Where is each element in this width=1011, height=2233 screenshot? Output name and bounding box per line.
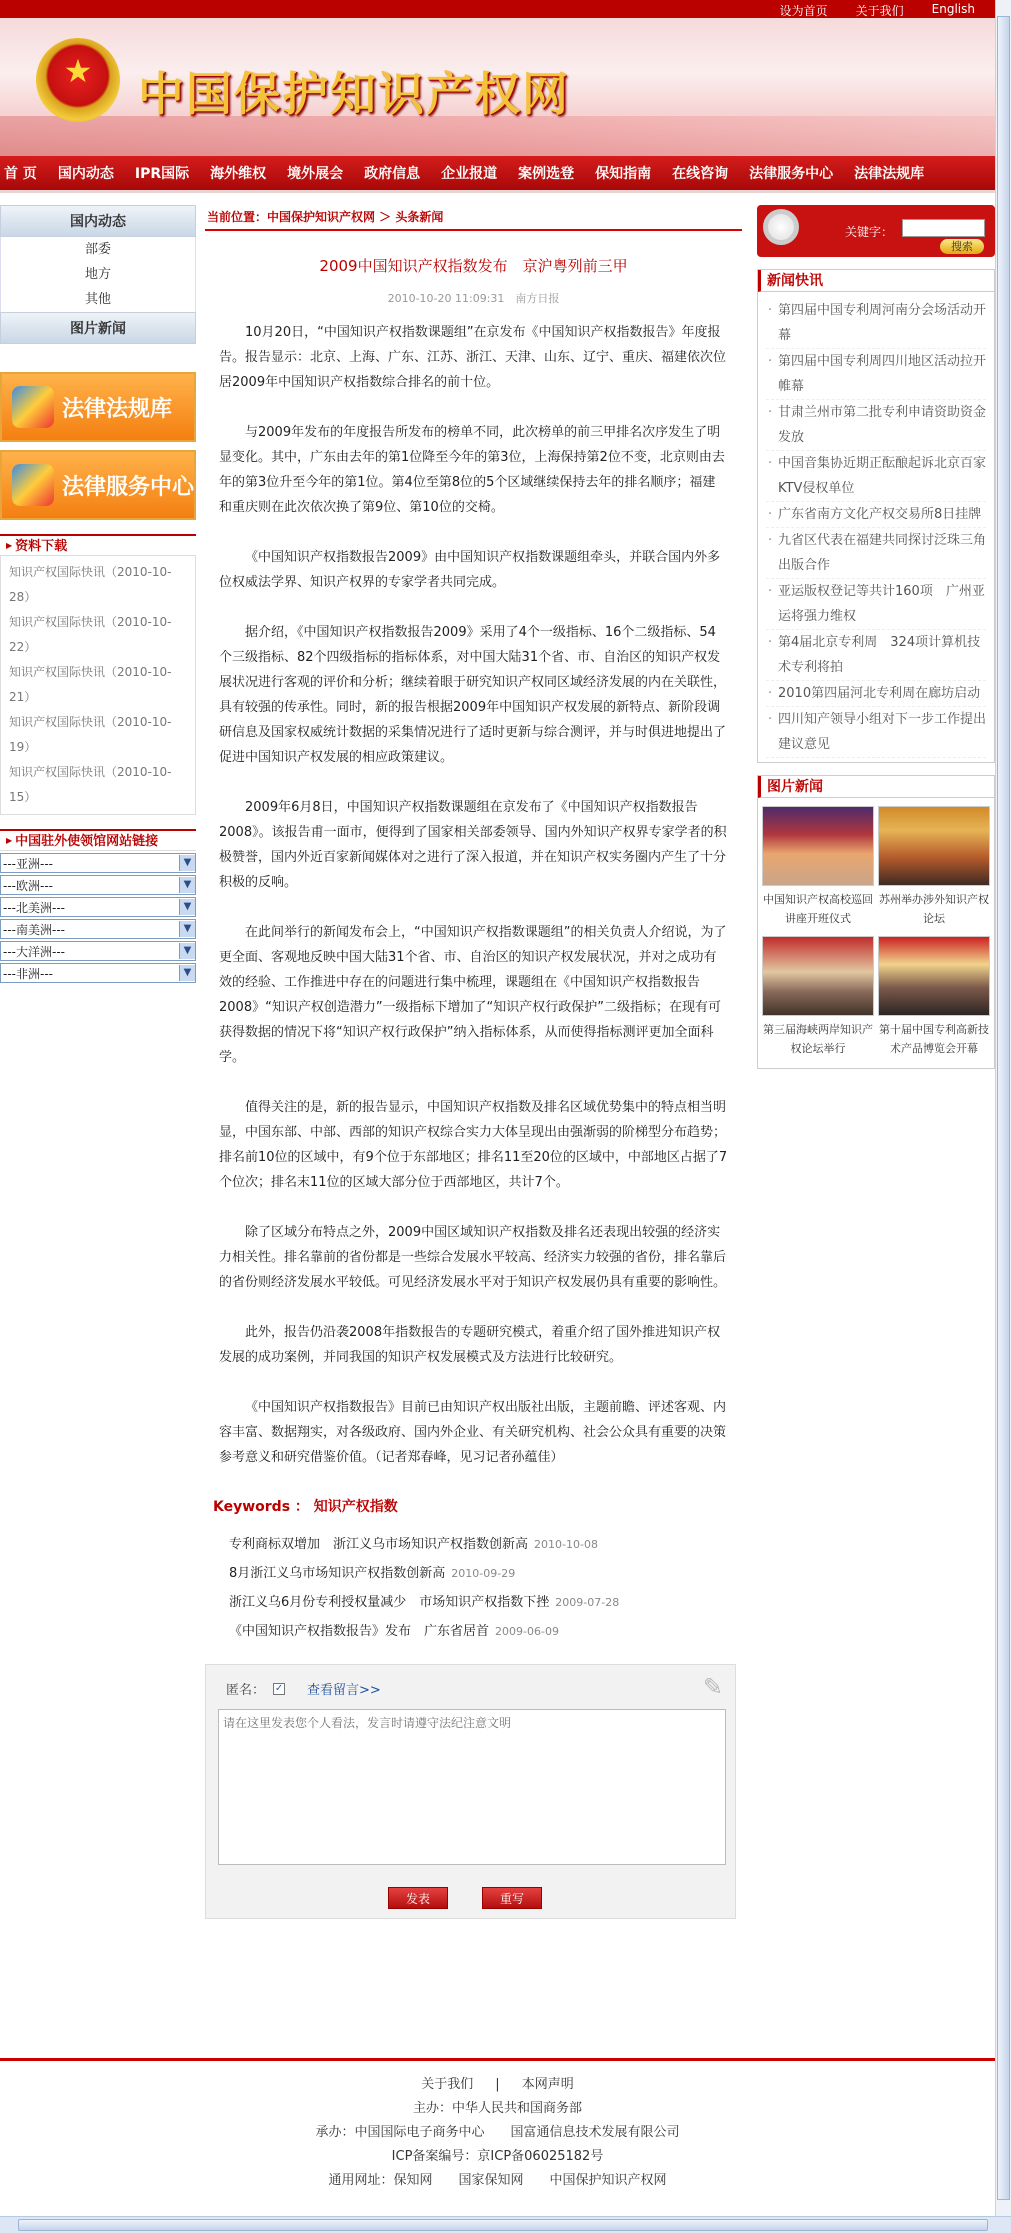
comment-box (205, 1664, 736, 1919)
magnifier-icon (763, 209, 799, 245)
news-item[interactable]: · 亚运版权登记等共计160项 广州亚运将强力维权 (766, 579, 986, 630)
comment-toolbar (226, 1679, 381, 1698)
comment-textarea[interactable] (218, 1709, 726, 1865)
chevron-down-icon: ▼ (179, 877, 195, 893)
news-item[interactable]: · 第四届中国专利周河南分会场活动开幕 (766, 298, 986, 349)
news-heading: 新闻快讯 (758, 270, 994, 292)
vertical-scrollbar[interactable] (995, 0, 1011, 2216)
related-item[interactable]: 8月浙江义乌市场知识产权指数创新高 2010-09-29 (229, 1566, 516, 1581)
search-input[interactable] (902, 219, 985, 237)
search-button[interactable]: 搜索 (940, 239, 984, 254)
footer (0, 2058, 995, 2193)
picnews-grid (758, 798, 994, 1068)
footer-icp: ICP备案编号：京ICP备06025182号 (391, 2149, 604, 2164)
news-box (757, 269, 995, 763)
article-title: 2009中国知识产权指数发布 京沪粤列前三甲 (319, 257, 628, 275)
footer-urls: 通用网址：保知网 国家保知网 中国保护知识产权网 (328, 2173, 667, 2188)
news-photo (878, 936, 990, 1016)
region-select[interactable]: ---南美洲--- ▼ (0, 919, 196, 939)
download-item[interactable]: 知识产权国际快讯（2010-10-19） (9, 715, 172, 754)
news-photo (762, 806, 874, 886)
nav-item[interactable]: IPR国际 (134, 166, 190, 182)
download-item[interactable]: 知识产权国际快讯（2010-10-21） (9, 665, 172, 704)
news-item[interactable]: · 中国音集协近期正酝酿起诉北京百家KTV侵权单位 (766, 451, 986, 502)
news-item[interactable]: · 九省区代表在福建共同探讨泛珠三角出版合作 (766, 528, 986, 579)
chevron-down-icon: ▼ (179, 899, 195, 915)
breadcrumb[interactable]: 当前位置：中国保护知识产权网 ＞ 头条新闻 (205, 205, 742, 231)
paragraph: 此外，报告仍沿袭2008年指数报告的专题研究模式，着重介绍了国外推进知识产权发展的成功案例，并同我国的知识产权发展模式及方法进行比较研究。 (219, 1325, 721, 1365)
news-item[interactable]: · 第四届中国专利周四川地区活动拉开帷幕 (766, 349, 986, 400)
view-comments-link[interactable]: 查看留言>> (307, 1683, 381, 1698)
nav-item[interactable]: 国内动态 (57, 166, 114, 182)
download-heading: ▶ 资料下载 (0, 534, 196, 556)
right-sidebar (757, 205, 995, 1069)
top-links (0, 0, 995, 18)
english-link[interactable]: English (931, 2, 975, 16)
nav-item[interactable]: 首 页 (4, 166, 37, 182)
article-meta: 2010-10-20 11:09:31 南方日报 (387, 292, 560, 305)
nav-item[interactable]: 在线咨询 (672, 166, 729, 182)
search-panel (757, 205, 995, 257)
submit-button[interactable]: 发表 (388, 1887, 448, 1909)
reset-button[interactable]: 重写 (482, 1887, 542, 1909)
domestic-heading[interactable]: 国内动态 (0, 205, 196, 237)
paragraph: 除了区域分布特点之外，2009中国区域知识产权指数及排名还表现出较强的经济实力相关性。排名靠前的省份都是一些综合发展水平较高、经济实力较强的省份，排名靠后的省份则经济发展水平较低。可见经济发展水平对于知识产权发展仍具有重要的影响性。 (219, 1225, 727, 1290)
sidebar-item[interactable]: 部委 (0, 237, 196, 262)
nav-item[interactable]: 境外展会 (287, 166, 344, 182)
sidebar-item[interactable]: 地方 (0, 262, 196, 287)
related-item[interactable]: 专利商标双增加 浙江义乌市场知识产权指数创新高 2010-10-08 (229, 1537, 598, 1552)
main-content (205, 205, 742, 1919)
news-list (758, 292, 994, 762)
nav-item[interactable]: 海外维权 (210, 166, 267, 182)
footer-org: 承办：中国国际电子商务中心 国富通信息技术发展有限公司 (315, 2125, 680, 2140)
related-item[interactable]: 《中国知识产权指数报告》发布 广东省居首 2009-06-09 (229, 1624, 559, 1639)
download-list (0, 556, 196, 815)
chevron-down-icon: ▼ (179, 855, 195, 871)
article-body (219, 320, 728, 1470)
picnews-box (757, 775, 995, 1069)
nav-item[interactable]: 法律服务中心 (749, 166, 834, 182)
paragraph: 值得关注的是，新的报告显示，中国知识产权指数及排名区域优势集中的特点相当明显，中国东部、中部、西部的知识产权综合实力大体呈现出由强渐弱的阶梯型分布趋势；排名前10位的区域中，有9个位于东部地区；排名11至20位的区域中，中部地区占据了7个位次；排名末11位的区域大部分位于西部地区，共计7个。 (219, 1100, 728, 1190)
region-select[interactable]: ---大洋洲--- ▼ (0, 941, 196, 961)
anonymous-label: 匿名： (226, 1683, 266, 1698)
news-item[interactable]: · 广东省南方文化产权交易所8日挂牌 (766, 502, 986, 528)
books-icon (12, 386, 54, 428)
footer-host: 主办：中华人民共和国商务部 (412, 2101, 582, 2116)
main-nav (0, 156, 995, 193)
paragraph: 与2009年发布的年度报告所发布的榜单不同，此次榜单的前三甲排名次序发生了明显变化。其中，广东由去年的第1位降至今年的第3位，上海保持第2位不变，北京则由去年的第3位升至今年的第1位。第4位至第8位的5个区域继续保持去年的排名顺序；福建和重庆则在此次依次换了第9位、第10位的交椅。 (219, 425, 725, 515)
news-item[interactable]: · 甘肃兰州市第二批专利申请资助资金发放 (766, 400, 986, 451)
picnews-heading[interactable]: 图片新闻 (0, 312, 196, 344)
pic-item[interactable]: 中国知识产权高校巡回讲座开班仪式 (762, 806, 874, 928)
news-item[interactable]: · 第4届北京专利周 324项计算机技术专利将拍 (766, 630, 986, 681)
footer-about-link[interactable]: 关于我们 (421, 2077, 474, 2092)
region-select[interactable]: ---亚洲--- ▼ (0, 853, 196, 873)
picnews-heading: 图片新闻 (758, 776, 994, 798)
set-homepage-link[interactable]: 设为首页 (779, 4, 828, 18)
download-item[interactable]: 知识产权国际快讯（2010-10-28） (9, 565, 172, 604)
site-banner (0, 18, 995, 156)
nav-item[interactable]: 企业报道 (441, 166, 498, 182)
embassy-heading: ▶ 中国驻外使领馆网站链接 (0, 829, 196, 851)
news-item[interactable]: · 四川知产领导小组对下一步工作提出建议意见 (766, 707, 986, 758)
footer-separator: | (495, 2077, 500, 2092)
nav-item[interactable]: 法律法规库 (854, 166, 925, 182)
paragraph: 《中国知识产权指数报告2009》由中国知识产权指数课题组牵头，并联合国内外多位权威法学界、知识产权界的专家学者共同完成。 (219, 550, 721, 590)
scroll-thumb[interactable] (997, 16, 1010, 2200)
people-icon (12, 464, 54, 506)
about-us-link[interactable]: 关于我们 (855, 4, 904, 18)
search-label: 关键字： (845, 225, 894, 239)
anonymous-checkbox[interactable]: ✓ (274, 1682, 284, 1694)
chevron-down-icon: ▼ (179, 921, 195, 937)
pic-item[interactable]: 苏州举办涉外知识产权论坛 (878, 806, 990, 928)
site-title: 中国保护知识产权网 (138, 67, 570, 121)
nav-item[interactable]: 政府信息 (364, 166, 421, 182)
pic-item[interactable]: 第三届海峡两岸知识产权论坛举行 (762, 936, 874, 1058)
related-item[interactable]: 浙江义乌6月份专利授权量减少 市场知识产权指数下挫 2009-07-28 (229, 1595, 620, 1610)
region-select[interactable]: ---欧洲--- ▼ (0, 875, 196, 895)
horizontal-scrollbar[interactable] (0, 2216, 1011, 2233)
law-library-button[interactable]: 法律法规库 (0, 372, 196, 442)
sidebar-item[interactable]: 其他 (0, 287, 196, 312)
paragraph: 《中国知识产权指数报告》目前已由知识产权出版社出版，主题前瞻、评述客观、内容丰富、数据翔实，对各级政府、国内外企业、有关研究机构、社会公众具有重要的决策参考意义和研究借鉴价值。（记者郑春峰，见习记者孙蕴佳） (219, 1400, 727, 1465)
news-item[interactable]: · 2010第四届河北专利周在廊坊启动 (766, 681, 986, 707)
region-select[interactable]: ---非洲--- ▼ (0, 963, 196, 983)
keywords[interactable]: Keywords ： 知识产权指数 (213, 1499, 398, 1515)
news-photo (878, 806, 990, 886)
national-emblem-icon: ★ (36, 38, 120, 122)
pic-item[interactable]: 第十届中国专利高新技术产品博览会开幕 (878, 936, 990, 1058)
paragraph: 在此间举行的新闻发布会上，“中国知识产权指数课题组”的相关负责人介绍说，为了更全面、客观地反映中国大陆31个省、市、自治区的知识产权发展状况，并对之成功有效的经验、工作推进中存在的问题进行集中梳理，课题组在《中国知识产权指数报告2008》“知识产权创造潜力”一级指标下增加了“知识产权行政保护”二级指标；在现有可获得数据的情况下将“知识产权行政保护”纳入指标体系，从而使得指标测评更加全面科学。 (219, 925, 727, 1065)
legal-service-button[interactable]: 法律服务中心 (0, 450, 196, 520)
pencil-icon: ✎ (702, 1673, 723, 1701)
footer-statement-link[interactable]: 本网声明 (521, 2077, 574, 2092)
paragraph: 10月20日，“中国知识产权指数课题组”在京发布《中国知识产权指数报告》年度报告。报告显示：北京、上海、广东、江苏、浙江、天津、山东、辽宁、重庆、福建依次位居2009年中国知识产权指数综合排名的前十位。 (219, 325, 727, 390)
scroll-thumb[interactable] (18, 2219, 988, 2231)
chevron-down-icon: ▼ (179, 965, 195, 981)
nav-item[interactable]: 保知指南 (595, 166, 652, 182)
paragraph: 据介绍，《中国知识产权指数报告2009》采用了4个一级指标、16个二级指标、54个三级指标、82个四级指标的指标体系，对中国大陆31个省、市、自治区的知识产权发展状况进行客观的评价和分析；继续着眼于研究知识产权同区域经济发展的内在关联性，具有较强的传承性。同时，新的报告根据2009年中国知识产权发展的新特点、新阶段调研信息及国家权威统计数据的采集情况进行了适时更新与综合测评，并与时俱进地提出了促进中国知识产权发展的相应政策建议。 (219, 625, 727, 765)
paragraph: 2009年6月8日，中国知识产权指数课题组在京发布了《中国知识产权指数报告2008》。该报告甫一面市，便得到了国家相关部委领导、国内外知识产权界专家学者的积极赞誉，国内外近百家新闻媒体对之进行了深入报道，并在知识产权实务圈内产生了十分积极的反响。 (219, 800, 727, 890)
news-photo (762, 936, 874, 1016)
related-articles (229, 1530, 742, 1646)
chevron-down-icon: ▼ (179, 943, 195, 959)
download-item[interactable]: 知识产权国际快讯（2010-10-15） (9, 765, 172, 804)
download-item[interactable]: 知识产权国际快讯（2010-10-22） (9, 615, 172, 654)
left-sidebar (0, 205, 196, 985)
nav-item[interactable]: 案例选登 (518, 166, 575, 182)
region-select[interactable]: ---北美洲--- ▼ (0, 897, 196, 917)
